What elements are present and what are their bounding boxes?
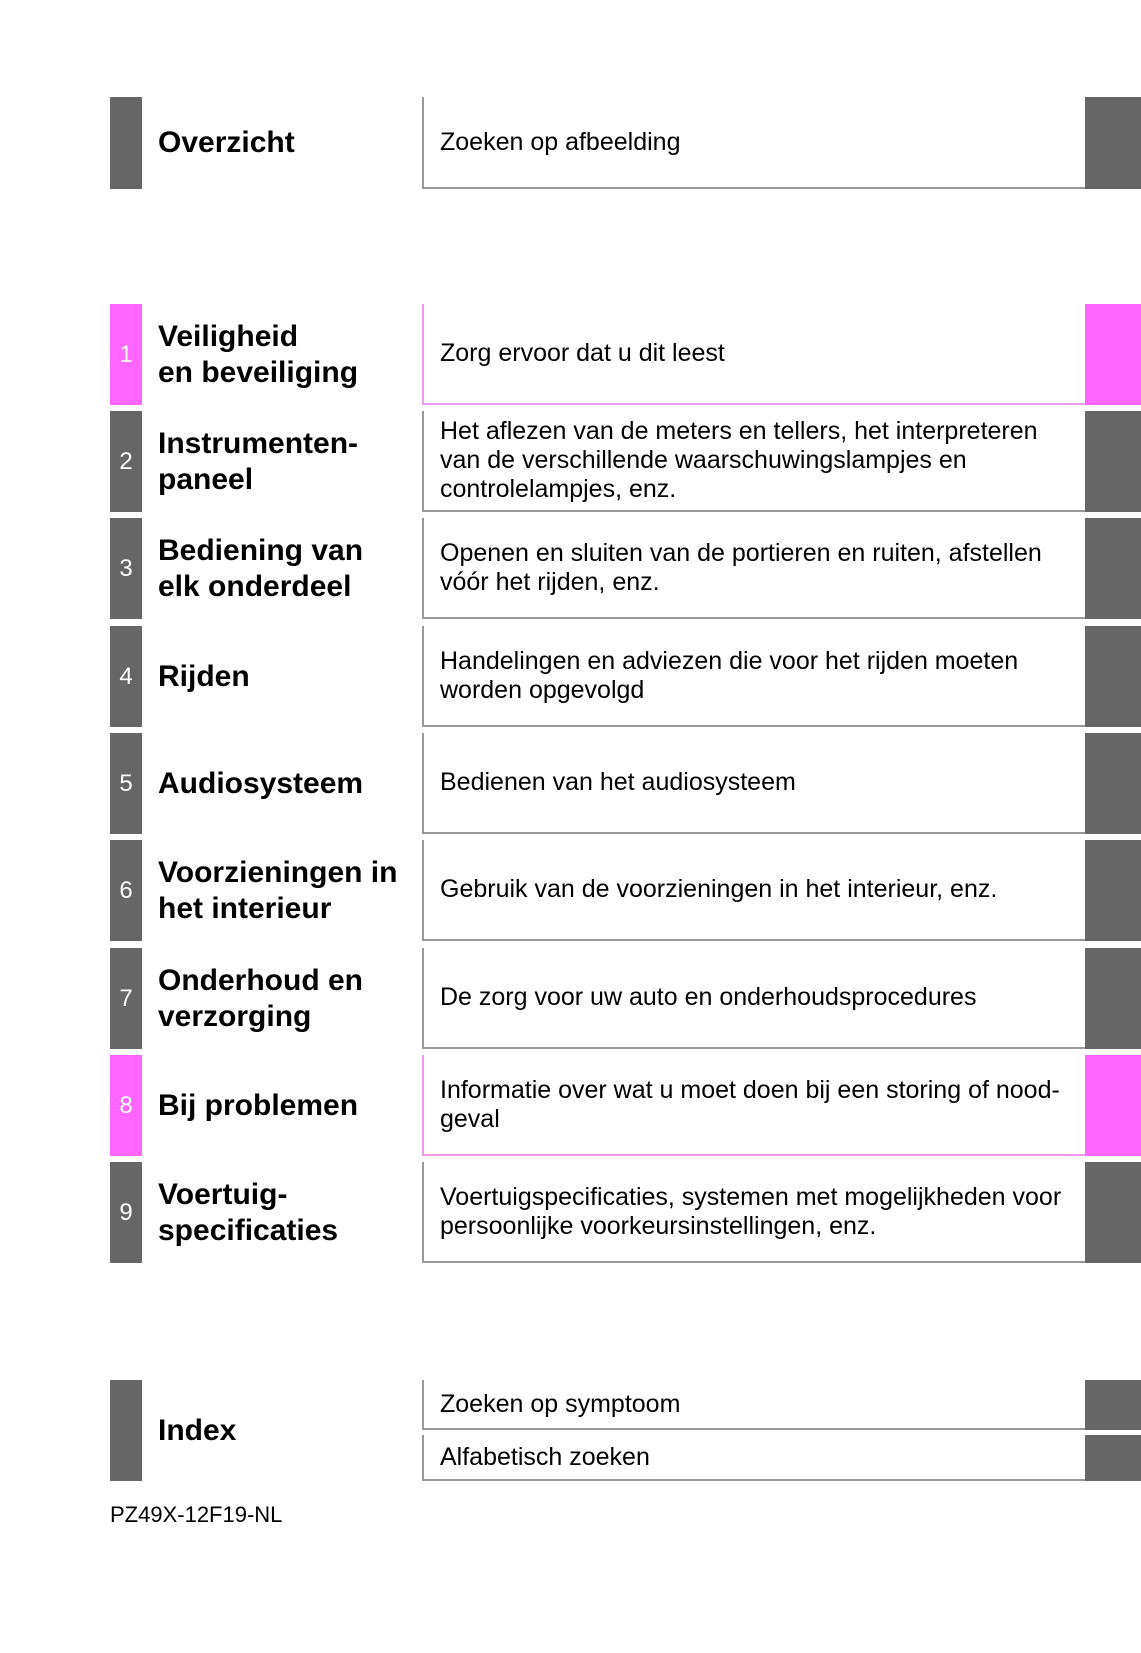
chapter-title: Onderhoud en verzorging bbox=[158, 963, 363, 1033]
index-entry-symptom[interactable] bbox=[422, 1380, 1141, 1430]
chapter-3[interactable] bbox=[0, 518, 1141, 619]
chapter-description[interactable]: Voertuigspecificaties, systemen met mogelijkheden voor persoonlijke voorkeursinstellingen, enz. bbox=[422, 1162, 1085, 1263]
index-entry-label[interactable]: Alfabetisch zoeken bbox=[422, 1435, 1085, 1481]
chapter-title: Audiosysteem bbox=[158, 766, 364, 800]
index-tab bbox=[110, 1380, 142, 1481]
chapter-9[interactable] bbox=[0, 1162, 1141, 1263]
index-edge-tab[interactable] bbox=[1085, 1380, 1141, 1430]
index-entry-alphabetical[interactable] bbox=[422, 1435, 1141, 1481]
overview-description[interactable]: Zoeken op afbeelding bbox=[422, 97, 1085, 189]
overview-section[interactable] bbox=[0, 97, 1141, 189]
chapter-6[interactable] bbox=[0, 840, 1141, 941]
chapter-edge-tab[interactable] bbox=[1085, 626, 1141, 727]
chapter-number: 8 bbox=[110, 1055, 142, 1156]
chapter-number: 9 bbox=[110, 1162, 142, 1263]
chapter-edge-tab[interactable] bbox=[1085, 518, 1141, 619]
chapter-description[interactable]: Handelingen en adviezen die voor het rijden moeten worden opgevolgd bbox=[422, 626, 1085, 727]
chapter-number: 7 bbox=[110, 948, 142, 1049]
index-entry-label[interactable]: Zoeken op symptoom bbox=[422, 1380, 1085, 1430]
chapter-description[interactable]: Gebruik van de voorzieningen in het interieur, enz. bbox=[422, 840, 1085, 941]
chapter-edge-tab[interactable] bbox=[1085, 411, 1141, 512]
chapter-edge-tab[interactable] bbox=[1085, 733, 1141, 834]
chapter-description[interactable]: Informatie over wat u moet doen bij een storing of nood-geval bbox=[422, 1055, 1085, 1156]
chapter-number: 3 bbox=[110, 518, 142, 619]
chapter-5[interactable] bbox=[0, 733, 1141, 834]
chapter-title: Bij problemen bbox=[158, 1088, 359, 1122]
chapter-number: 1 bbox=[110, 304, 142, 405]
index-edge-tab[interactable] bbox=[1085, 1435, 1141, 1481]
chapter-title: Bediening van elk onderdeel bbox=[158, 533, 364, 603]
chapter-8[interactable] bbox=[0, 1055, 1141, 1156]
chapter-description[interactable]: De zorg voor uw auto en onderhoudsprocedures bbox=[422, 948, 1085, 1049]
chapter-edge-tab[interactable] bbox=[1085, 948, 1141, 1049]
chapter-number: 4 bbox=[110, 626, 142, 727]
chapter-edge-tab[interactable] bbox=[1085, 304, 1141, 405]
chapter-number: 6 bbox=[110, 840, 142, 941]
chapter-title: Rijden bbox=[158, 659, 250, 693]
chapter-title: Voertuig- specificaties bbox=[158, 1177, 339, 1247]
chapter-4[interactable] bbox=[0, 626, 1141, 727]
chapter-edge-tab[interactable] bbox=[1085, 840, 1141, 941]
chapter-edge-tab[interactable] bbox=[1085, 1055, 1141, 1156]
overview-edge-tab[interactable] bbox=[1085, 97, 1141, 189]
chapter-description[interactable]: Zorg ervoor dat u dit leest bbox=[422, 304, 1085, 405]
chapter-number: 2 bbox=[110, 411, 142, 512]
overview-tab bbox=[110, 97, 142, 189]
index-title: Index bbox=[158, 1413, 237, 1447]
chapter-title: Voorzieningen in het interieur bbox=[158, 855, 398, 925]
chapter-description[interactable]: Het aflezen van de meters en tellers, het interpreteren van de verschillende waarschuwingslampjes en controlelampjes, enz. bbox=[422, 411, 1085, 512]
chapter-edge-tab[interactable] bbox=[1085, 1162, 1141, 1263]
chapter-number: 5 bbox=[110, 733, 142, 834]
index-section bbox=[0, 1380, 1141, 1481]
chapter-1[interactable] bbox=[0, 304, 1141, 405]
overview-title: Overzicht bbox=[158, 126, 295, 159]
chapter-description[interactable]: Bedienen van het audiosysteem bbox=[422, 733, 1085, 834]
chapter-2[interactable] bbox=[0, 411, 1141, 512]
chapter-title: Veiligheid en beveiliging bbox=[158, 319, 359, 389]
chapter-7[interactable] bbox=[0, 948, 1141, 1049]
document-code: PZ49X-12F19-NL bbox=[110, 1502, 283, 1527]
chapter-title: Instrumenten- paneel bbox=[158, 426, 359, 496]
chapter-description[interactable]: Openen en sluiten van de portieren en ruiten, afstellen vóór het rijden, enz. bbox=[422, 518, 1085, 619]
